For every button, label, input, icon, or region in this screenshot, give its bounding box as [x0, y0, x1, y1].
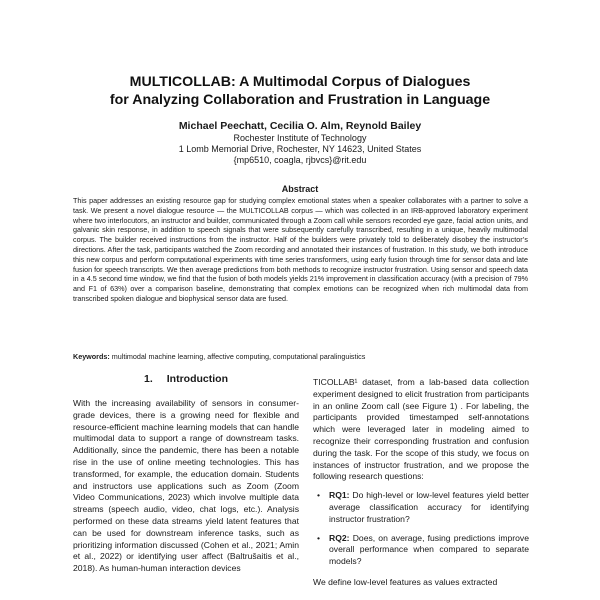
- keywords-text: multimodal machine learning, affective computing, computational paralinguistics: [111, 352, 366, 361]
- affiliation: Rochester Institute of Technology: [233, 133, 367, 143]
- research-question-1: [313, 490, 529, 525]
- research-question-2: [313, 533, 529, 568]
- intro-left-column: With the increasing availability of sensors in consumer-grade devices, there is a growing need for flexible and resource-efficient machine learning models that can handle multimodal data to support a range of downstream tasks. Additionally, since the pandemic, there has been a notable rise in the use of online meeting technologies. This has transformed, for example, the education domain. Students and instructors use applications such as Zoom (Zoom Video Communications, 2023) which involve multiple data streams (speech audio, video, chat logs, etc.). Analysis performed on these data streams yield latent features that can be used for downstream inference tasks, such as prioritizing information discussed (Cohen et al., 2021; Amin et al., 2022) or identifying user affect (Baltrušaitis et al., 2018). As human-human interaction devices: [73, 398, 299, 574]
- section-title: Introduction: [166, 373, 228, 385]
- intro-right-paragraph: TICOLLAB¹ dataset, from a lab-based data collection experiment designed to elicit frustration from participants in an online Zoom call (see Figure 1) . For labeling, the participants provided timestamped self-annotations which were leveraged later in modeling aimed to recognize their corresponding frustration and confusion during the task. For the scope of this study, we focus on instances of instructor frustration, and we propose the following research questions:: [313, 377, 529, 482]
- abstract-text: This paper addresses an existing resource gap for studying complex emotional states when a speaker collaborates with a partner to solve a task. We present a novel dialogue resource — the MULTICOLLAB corpus — which was collected in an IRB-approved laboratory experiment where two interlocutors, an instructor and builder, communicated through a Zoom call while sensors recorded eye gaze, facial action units, and galvanic skin response, in addition to speech signals that were subsequently carefully transcribed, resulting in a unique, heavily multimodal corpus. The builder received instructions from the instructor. Half of the builders were privately told to deliberately disobey the instructor’s directions. After the task, participants watched the Zoom recording and annotated their instances of frustration. In this study, we both introduce this new corpus and perform computational experiments with time series transformers, using early fusion through time for sensor data and late fusion for speech transcripts. We then average predictions from both methods to recognize instructor frustration. Using sensor and speech data in a 4.5 second time window, we find that the fusion of both models yields 21% improvement in classification accuracy (with a precision of 79% and F1 of 63%) over a comparison baseline, demonstrating that complex emotions can be recognized when rich multimodal data from transcribed spoken dialogue and biophysical sensor data are fused.: [73, 196, 528, 303]
- bullet-icon: •: [317, 532, 321, 543]
- keywords: [73, 352, 528, 362]
- emails: {mp6510, coagla, rjbvcs}@rit.edu: [233, 155, 367, 165]
- section-number: 1.: [143, 373, 153, 385]
- section-heading: [73, 373, 299, 385]
- address: 1 Lomb Memorial Drive, Rochester, NY 14623, United States: [178, 144, 422, 154]
- keywords-label: Keywords:: [73, 352, 110, 361]
- affiliation-block: [0, 133, 600, 166]
- intro-right-column: [313, 377, 529, 589]
- title-line-2: for Analyzing Collaboration and Frustration in Language: [109, 92, 491, 108]
- rq1-label: RQ1:: [329, 490, 350, 501]
- rq1-text: Do high-level or low-level features yield better average classification accuracy for identifying instructor frustration?: [329, 490, 529, 524]
- authors: Michael Peechatt, Cecilia O. Alm, Reynold Bailey: [178, 120, 422, 132]
- intro-right-continuation: We define low-level features as values extracted: [313, 576, 498, 587]
- rq2-text: Does, on average, fusing predictions improve overall performance when compared to separate models?: [329, 532, 529, 567]
- title-line-1: MULTICOLLAB: A Multimodal Corpus of Dialogues: [129, 74, 471, 90]
- paper-title: [0, 73, 600, 109]
- bullet-icon: •: [317, 490, 321, 501]
- rq2-label: RQ2:: [329, 532, 350, 543]
- abstract-heading: Abstract: [281, 184, 319, 194]
